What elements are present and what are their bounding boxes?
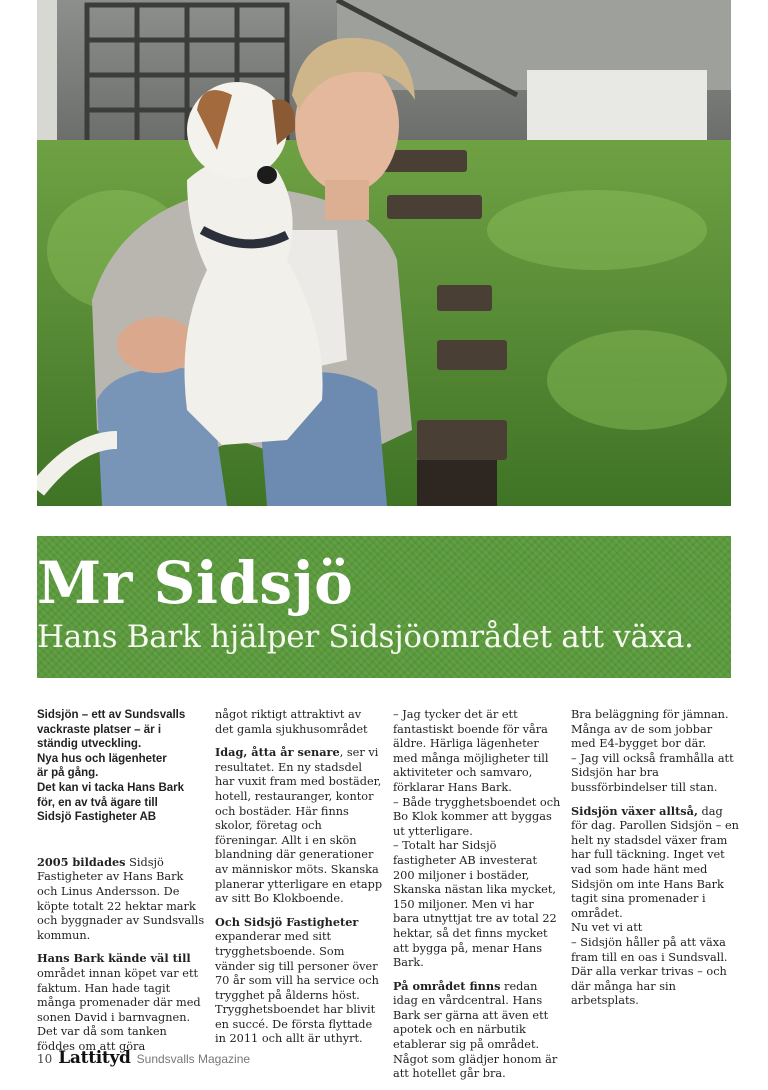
lead-line: ständig utveckling. (37, 738, 142, 751)
paragraph (37, 951, 205, 1054)
paragraph-body: – Sidsjön håller på att växa fram till en oas i Sundsvall. Där alla verkar trivas – och där många har sin arbetsplats. (571, 935, 728, 1008)
publication-name: Sundsvalls Magazine (136, 1052, 251, 1066)
paragraph-head: Sidsjön växer alltså, (571, 803, 698, 818)
photo-illustration (37, 0, 731, 506)
page-number: 10 (37, 1052, 53, 1066)
paragraph-head: Idag, åtta år senare (215, 745, 340, 760)
article-lead (37, 708, 205, 825)
paragraph (393, 979, 561, 1082)
paragraph (571, 804, 739, 922)
paragraph: – Både trygghetsboendet och Bo Klok kommer att byggas ut ytterligare. (393, 795, 561, 838)
magazine-logo: Lattityd (58, 1048, 131, 1068)
paragraph (215, 915, 383, 1047)
paragraph-head: Hans Bark kände väl till (37, 951, 191, 966)
article-column-2 (215, 708, 383, 1055)
lead-line: för, en av två ägare till (37, 796, 158, 809)
page-subtitle: Hans Bark hjälper Sidsjöområdet att växa. (37, 619, 694, 655)
paragraph-head: 2005 bildades (37, 854, 126, 869)
paragraph: något riktigt attraktivt av det gamla sjukhusområdet (215, 708, 368, 736)
paragraph: – Totalt har Sidsjö fastigheter AB investerat 200 miljoner i bostäder, Skanska nästan lika mycket, 150 miljoner. Men vi har bara utnyttjat tre av total 22 hektar, så det finns mycket att bygga på, menar Hans Bark. (393, 839, 557, 970)
title-banner (37, 536, 731, 678)
article-column-3 (393, 708, 561, 1090)
paragraph-body: Sidsjö Fastigheter av Hans Bark och Linus Andersson. De köpte totalt 22 hektar mark och byggnader av Sundsvalls kommun. (37, 855, 205, 942)
paragraph (37, 855, 205, 944)
article-column-4 (571, 708, 739, 1017)
cover-photo (37, 0, 731, 506)
lead-line: är på gång. (37, 767, 99, 780)
paragraph-head: På området finns (393, 978, 501, 993)
paragraph (215, 745, 383, 907)
paragraph: – Jag tycker det är ett fantastiskt boende för våra äldre. Härliga lägenheter med många möjligheter till aktiviteter och samvaro, förklarar Hans Bark. (393, 708, 549, 794)
lead-line: Det kan vi tacka Hans Bark (37, 781, 185, 794)
lead-line: Sidsjön – ett av Sundsvalls (37, 709, 186, 721)
page-footer (37, 1048, 250, 1068)
lead-line: Nya hus och lägenheter (37, 752, 167, 765)
paragraph-body: expanderar med sitt trygghetsboende. Som vänder sig till personer över 70 år som vill ha service och trygghet på ålderns höst. Trygghetsboendet har blivit en succé. De första flyttade in 2011 och allt är uthyrt. (215, 930, 379, 1046)
article-column-1 (37, 708, 205, 1062)
paragraph: Bra beläggning för jämnan. Många av de som jobbar med E4-bygget bor där. (571, 708, 729, 751)
paragraph-body: , ser vi resultatet. En ny stadsdel har vuxit fram med bostäder, hotell, restauranger, kontor och bostäder. Här finns skolor, företag och föreningar. Allt i en skön blandning där generationer av människor möts. Skanska planerar ytterligare en etapp av sitt Bo Klokboende. (215, 746, 383, 906)
paragraph-prefix: Nu vet vi att (571, 921, 643, 935)
lead-line: vackraste platser – är i (37, 723, 162, 736)
paragraph-body: dag för dag. Parollen Sidsjön – en helt ny stadsdel växer fram har full täckning. Inget vet vad som hade hänt med Sidsjön om inte Hans Bark tagit sina promenader i området. (571, 804, 739, 920)
paragraph-head: Och Sidsjö Fastigheter (215, 914, 359, 929)
paragraph-body: redan idag en vårdcentral. Hans Bark ser gärna att även ett apotek och en närbutik etablerar sig på området. Något som glädjer honom är att hotellet går bra. (393, 979, 558, 1081)
paragraph-body: området innan köpet var ett faktum. Han hade tagit många promenader där med sonen David i barnvagnen. Det var då som tanken föddes om att göra (37, 966, 201, 1053)
paragraph: – Jag vill också framhålla att Sidsjön har bra bussförbindelser till stan. (571, 751, 734, 794)
lead-line: Sidsjö Fastigheter AB (37, 811, 157, 824)
page-title: Mr Sidsjö (37, 549, 354, 617)
paragraph (571, 921, 739, 1009)
